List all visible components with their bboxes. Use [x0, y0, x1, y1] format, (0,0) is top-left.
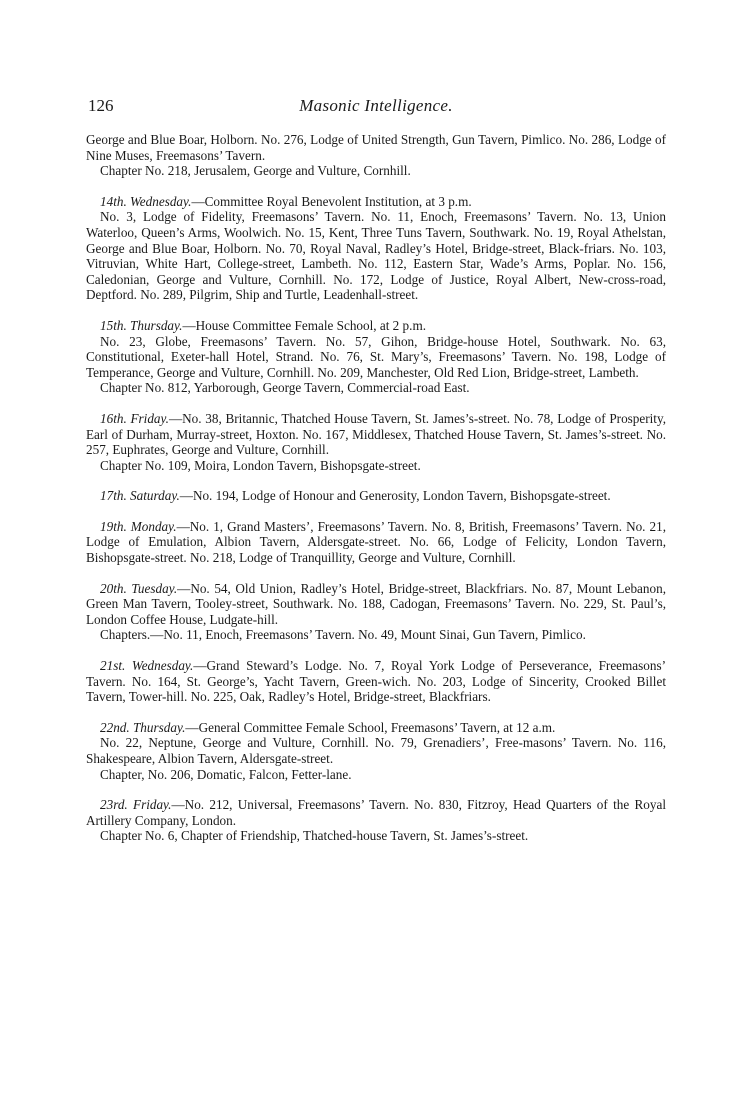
- entry-text: No. 3, Lodge of Fidelity, Freemasons’ Tavern. No. 11, Enoch, Freemasons’ Tavern. No. 13, Union Waterloo, Queen’s Arms, Woolwich. No. 15, Kent, Three Tuns Tavern, Southwark. No. 19, Royal Athelstan, George and Blue Boar, Holborn. No. 70, Royal Naval, Radley’s Hotel, Bridge-street, Black-friars. No. 103, Vitruvian, White Hart, College-street, Lambeth. No. 112, Eastern Star, Wade’s Arms, Poplar. No. 156, Caledonian, George and Vulture, Cornhill. No. 172, Lodge of Justice, Royal Albert, New-cross-road, Deptford. No. 289, Pilgrim, Ship and Turtle, Leadenhall-street.: [86, 209, 666, 303]
- day-heading: 21st. Wednesday.: [100, 658, 194, 674]
- day-heading: 16th. Friday.: [100, 410, 169, 426]
- day-entry: [86, 797, 666, 844]
- running-title: Masonic Intelligence.: [299, 96, 453, 115]
- day-entry: [86, 720, 666, 782]
- entry-paragraph: [86, 458, 666, 474]
- entry-paragraph: [86, 658, 666, 705]
- entry-text: Chapter No. 812, Yarborough, George Tavern, Commercial-road East.: [100, 380, 470, 396]
- day-entry: [86, 658, 666, 705]
- calendar-entries: [86, 132, 666, 844]
- entry-text: Chapters.—No. 11, Enoch, Freemasons’ Tavern. No. 49, Mount Sinai, Gun Tavern, Pimlico.: [100, 627, 586, 643]
- entry-text: George and Blue Boar, Holborn. No. 276, Lodge of United Strength, Gun Tavern, Pimlico. No. 286, Lodge of Nine Muses, Freemasons’ Tavern.: [86, 132, 666, 163]
- entry-paragraph: [86, 194, 666, 210]
- document-page: [86, 96, 666, 859]
- page-number: 126: [88, 96, 114, 115]
- entry-text: —No. 54, Old Union, Radley’s Hotel, Bridge-street, Blackfriars. No. 87, Mount Lebanon, Green Man Tavern, Tooley-street, Southwark. No. 188, Cadogan, Freemasons’ Tavern. No. 229, St. Paul’s, London Coffee House, Ludgate-hill.: [86, 580, 666, 627]
- day-heading: 17th. Saturday.: [100, 488, 180, 504]
- day-heading: 22nd. Thursday.: [100, 719, 186, 735]
- entry-text: Chapter No. 109, Moira, London Tavern, Bishopsgate-street.: [100, 457, 421, 473]
- entry-paragraph: [86, 209, 666, 303]
- day-entry: [86, 194, 666, 303]
- day-entry: [86, 132, 666, 179]
- day-entry: [86, 488, 666, 504]
- entry-paragraph: [86, 797, 666, 828]
- entry-paragraph: [86, 581, 666, 628]
- entry-text: —General Committee Female School, Freemasons’ Tavern, at 12 a.m.: [185, 719, 556, 735]
- day-entry: [86, 411, 666, 473]
- entry-text: —Grand Steward’s Lodge. No. 7, Royal York Lodge of Perseverance, Freemasons’ Tavern. No. 164, St. George’s, Yacht Tavern, Green-wich. No. 203, Lodge of Sincerity, Crooked Billet Tavern, Tower-hill. No. 225, Oak, Radley’s Hotel, Bridge-street, Blackfriars.: [86, 658, 666, 705]
- entry-paragraph: [86, 163, 666, 179]
- entry-text: Chapter, No. 206, Domatic, Falcon, Fetter-lane.: [100, 766, 352, 782]
- entry-text: —House Committee Female School, at 2 p.m.: [182, 317, 427, 333]
- entry-paragraph: [86, 767, 666, 783]
- entry-paragraph: [86, 519, 666, 566]
- entry-paragraph: [86, 627, 666, 643]
- entry-text: No. 22, Neptune, George and Vulture, Cornhill. No. 79, Grenadiers’, Free-masons’ Tavern. No. 116, Shakespeare, Albion Tavern, Aldersgate-street.: [86, 735, 666, 766]
- entry-paragraph: [86, 735, 666, 766]
- day-heading: 15th. Thursday.: [100, 317, 183, 333]
- day-heading: 23rd. Friday.: [100, 797, 172, 813]
- entry-paragraph: [86, 334, 666, 381]
- entry-text: Chapter No. 218, Jerusalem, George and Vulture, Cornhill.: [100, 163, 411, 179]
- entry-text: —No. 194, Lodge of Honour and Generosity, London Tavern, Bishopsgate-street.: [179, 488, 611, 504]
- entry-paragraph: [86, 380, 666, 396]
- page-header: [86, 96, 666, 122]
- entry-paragraph: [86, 411, 666, 458]
- day-heading: 20th. Tuesday.: [100, 580, 178, 596]
- day-heading: 19th. Monday.: [100, 518, 177, 534]
- day-entry: [86, 581, 666, 643]
- day-heading: 14th. Wednesday.: [100, 193, 192, 209]
- day-entry: [86, 318, 666, 396]
- entry-text: —No. 1, Grand Masters’, Freemasons’ Tavern. No. 8, British, Freemasons’ Tavern. No. 21, Lodge of Emulation, Albion Tavern, Aldersgate-street. No. 66, Lodge of Felicity, London Tavern, Bishopsgate-street. No. 218, Lodge of Tranquillity, George and Vulture, Cornhill.: [86, 518, 666, 566]
- entry-text: No. 23, Globe, Freemasons’ Tavern. No. 57, Gihon, Bridge-house Hotel, Southwark. No. 63, Constitutional, Exeter-hall Hotel, Strand. No. 76, St. Mary’s, Freemasons’ Tavern. No. 198, Lodge of Temperance, George and Vulture, Cornhill. No. 209, Manchester, Old Red Lion, Bridge-street, Lambeth.: [86, 333, 666, 380]
- entry-paragraph: [86, 720, 666, 736]
- day-entry: [86, 519, 666, 566]
- entry-text: —Committee Royal Benevolent Institution, at 3 p.m.: [191, 193, 472, 209]
- entry-paragraph: [86, 488, 666, 504]
- entry-paragraph: [86, 318, 666, 334]
- entry-paragraph: [86, 132, 666, 163]
- entry-text: —No. 38, Britannic, Thatched House Tavern, St. James’s-street. No. 78, Lodge of Prosperity, Earl of Durham, Murray-street, Hoxton. No. 167, Middlesex, Thatched House Tavern, St. James’s-street. No. 257, Euphrates, George and Vulture, Cornhill.: [86, 410, 666, 458]
- entry-text: Chapter No. 6, Chapter of Friendship, Thatched-house Tavern, St. James’s-street.: [100, 828, 529, 844]
- entry-paragraph: [86, 828, 666, 844]
- entry-text: —No. 212, Universal, Freemasons’ Tavern. No. 830, Fitzroy, Head Quarters of the Royal Artillery Company, London.: [86, 797, 666, 828]
